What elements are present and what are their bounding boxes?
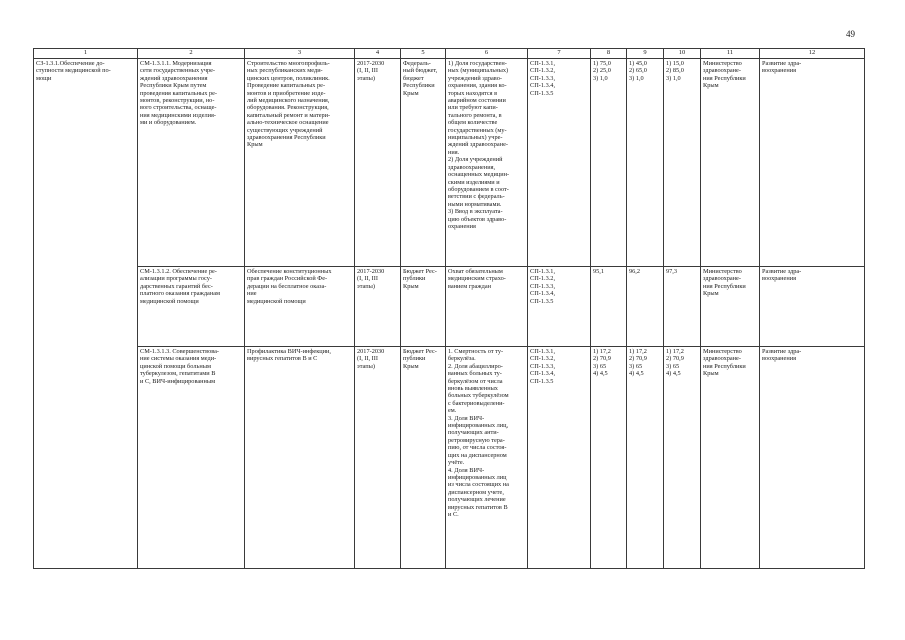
column-number-row — [34, 49, 865, 59]
value-cell: 1) 15,0 2) 85,0 3) 1,0 — [664, 59, 701, 267]
value-cell: 97,3 — [664, 267, 701, 347]
value-cell: 1) 17,2 2) 70,9 3) 65 4) 4,5 — [627, 347, 664, 569]
column-number: 12 — [760, 49, 865, 59]
direction-cell: Развитие здра- воохранения — [760, 59, 865, 267]
period-cell: 2017-2030 (I, II, III этапы) — [355, 59, 401, 267]
table-row — [34, 267, 865, 347]
page-number: 49 — [846, 29, 855, 39]
measure-cell: СМ-1.3.1.3. Совершенствова- ние системы оказания меди- цинской помощи больным туберкулезом, гепатитами В и С, ВИЧ-инфицированным — [138, 347, 245, 569]
activity-cell: Обеспечение конституционных прав граждан Российской Фе- дерации на бесплатное оказа- ние медицинской помощи — [245, 267, 355, 347]
indicators-cell: 1) Доля государствен- ных (муниципальных) учреждений здраво- охранения, здания ко- торых находятся в аварийном состоянии или требуют капи- тального ремонта, в общем количестве государственных (му- ниципальных) учре- ждений здравоохране- ния. 2) Доля учреждений здравоохранения, оснащенных медицин- скими изделиями и оборудованием в соот- ветствии с федераль- ными нормативами. 3) Ввод в эксплуата- цию объектов здраво- охранения — [446, 59, 528, 267]
column-number: 9 — [627, 49, 664, 59]
activity-cell: Строительство многопрофиль- ных республиканских меди- цинских центров, поликлиник. Проведение капитальных ре- монтов и приобретение изде- лий медицинского назначения, оборудования. Реконструкция, капитальный ремонт и матери- ально-техническое оснащение существующих учреждений здравоохранения Республики Крым — [245, 59, 355, 267]
period-cell: 2017-2030 (I, II, III этапы) — [355, 267, 401, 347]
value-cell: 96,2 — [627, 267, 664, 347]
table-row — [34, 347, 865, 569]
responsible-cell: Министерство здравоохране- ния Республики Крым — [701, 59, 760, 267]
column-number: 6 — [446, 49, 528, 59]
column-number: 4 — [355, 49, 401, 59]
codes-cell: СП-1.3.1, СП-1.3.2, СП-1.3.3, СП-1.3.4, СП-1.3.5 — [528, 267, 591, 347]
column-number: 2 — [138, 49, 245, 59]
value-cell: 1) 75,0 2) 25,0 3) 1,0 — [591, 59, 627, 267]
indicators-cell: Охват обязательным медицинским страхо- ванием граждан — [446, 267, 528, 347]
responsible-cell: Министерство здравоохране- ния Республики Крым — [701, 347, 760, 569]
funding-cell: Федераль- ный бюджет, бюджет Республики Крым — [401, 59, 446, 267]
column-number: 8 — [591, 49, 627, 59]
value-cell: 1) 17,2 2) 70,9 3) 65 4) 4,5 — [591, 347, 627, 569]
codes-cell: СП-1.3.1, СП-1.3.2, СП-1.3.3, СП-1.3.4, СП-1.3.5 — [528, 347, 591, 569]
value-cell: 1) 17,2 2) 70,9 3) 65 4) 4,5 — [664, 347, 701, 569]
value-cell: 1) 45,0 2) 65,0 3) 1,0 — [627, 59, 664, 267]
indicators-cell: 1. Смертность от ту- беркулёза. 2. Доля абациллиро- ванных больных ту- беркулёзом от числа вновь выявленных больных туберкулёзом с бактериовыделени- ем. 3. Доля ВИЧ- инфицированных лиц, получающих анти- ретровирусную тера- пию, от числа состоя- щих на диспансерном учёте. 4. Доля ВИЧ- инфицированных лиц из числа состоящих на диспансерном учете, получающих лечение вирусных гепатитов В и С. — [446, 347, 528, 569]
activity-cell: Профилактика ВИЧ-инфекции, вирусных гепатитов В и С — [245, 347, 355, 569]
codes-cell: СП-1.3.1, СП-1.3.2, СП-1.3.3, СП-1.3.4, СП-1.3.5 — [528, 59, 591, 267]
direction-cell: Развитие здра- воохранения — [760, 267, 865, 347]
column-number: 11 — [701, 49, 760, 59]
column-number: 1 — [34, 49, 138, 59]
column-number: 3 — [245, 49, 355, 59]
column-number: 5 — [401, 49, 446, 59]
funding-cell: Бюджет Рес- публики Крым — [401, 267, 446, 347]
goal-cell: СЗ-1.3.1.Обеспечение до- ступности медицинской по- мощи — [34, 59, 138, 569]
column-number: 7 — [528, 49, 591, 59]
table-row — [34, 59, 865, 267]
measure-cell: СМ-1.3.1.2. Обеспечение ре- ализации программы госу- дарственных гарантий бес- платного оказания гражданам медицинской помощи — [138, 267, 245, 347]
column-number: 10 — [664, 49, 701, 59]
period-cell: 2017-2030 (I, II, III этапы) — [355, 347, 401, 569]
funding-cell: Бюджет Рес- публики Крым — [401, 347, 446, 569]
responsible-cell: Министерство здравоохране- ния Республики Крым — [701, 267, 760, 347]
measure-cell: СМ-1.3.1.1. Модернизация сети государственных учре- ждений здравоохранения Республики Крым путем проведения капитальных ре- монтов, реконструкции, но- вого строительства, оснаще- ния медицинскими изделия- ми и оборудованием. — [138, 59, 245, 267]
direction-cell: Развитие здра- воохранения — [760, 347, 865, 569]
measures-table — [33, 48, 865, 569]
value-cell: 95,1 — [591, 267, 627, 347]
